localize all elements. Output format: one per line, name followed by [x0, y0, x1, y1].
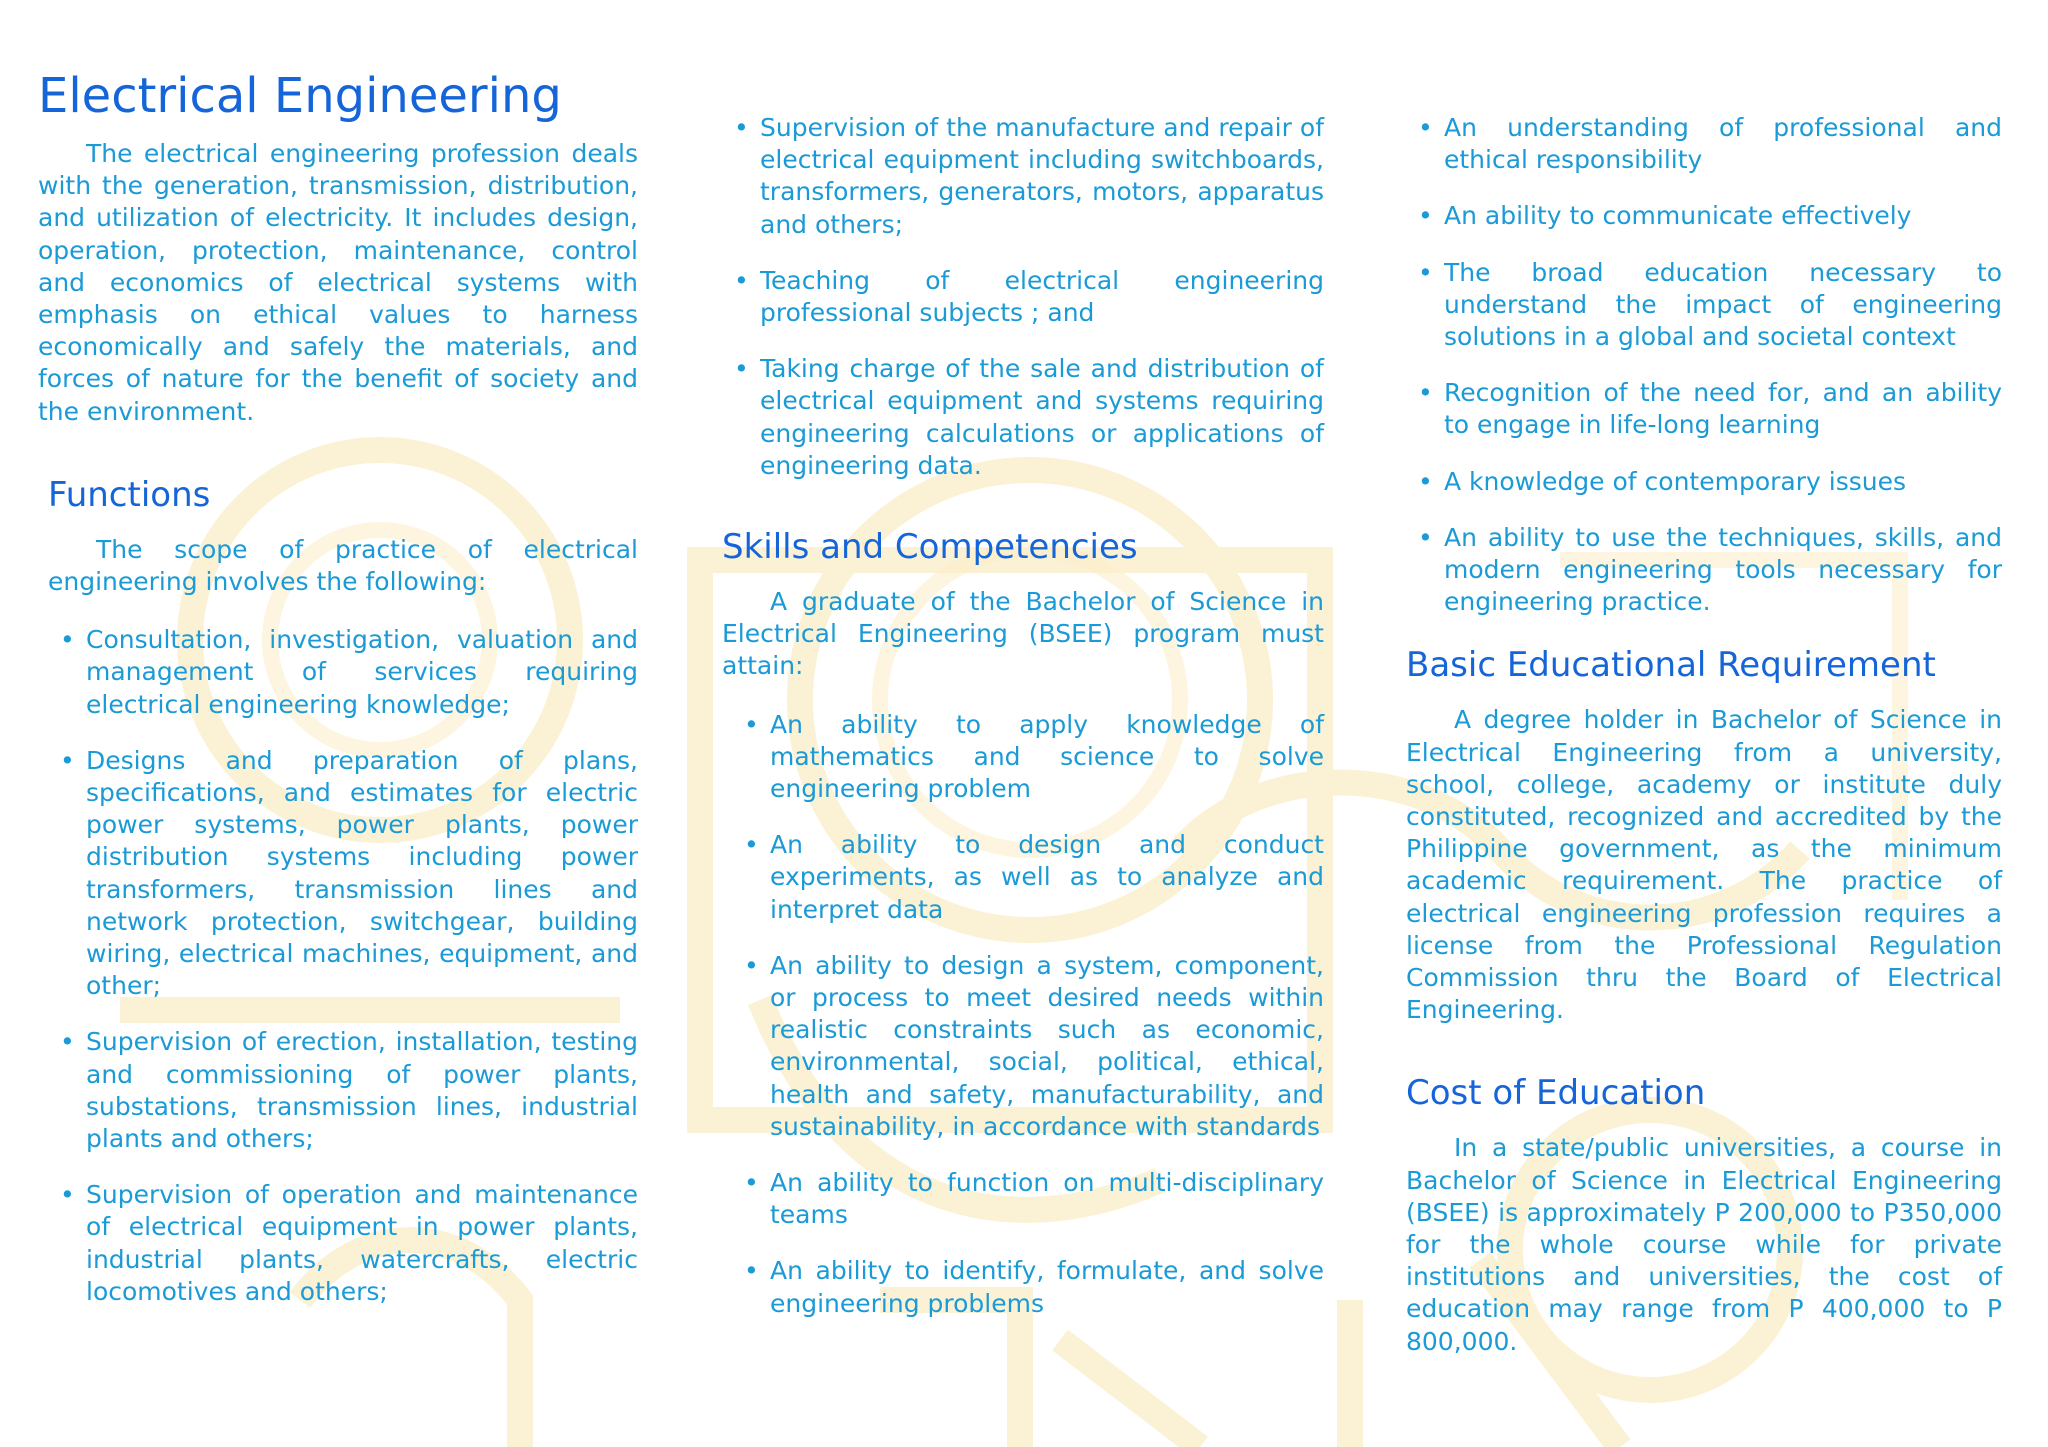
- functions-intro: The scope of practice of electrical engineering involves the following:: [48, 534, 638, 597]
- list-item: • Consultation, investigation, valuation and management of services requiring electrical engineering knowledge;: [60, 625, 638, 719]
- bullet-icon: •: [744, 709, 759, 739]
- functions-heading: Functions: [48, 474, 211, 515]
- bullet-icon: •: [1418, 466, 1433, 496]
- bullet-icon: •: [734, 113, 749, 142]
- list-item: • An understanding of professional and ethical responsibility: [1418, 113, 2002, 175]
- list-item: • The broad education necessary to understand the impact of engineering solutions in a global and societal context: [1418, 257, 2002, 352]
- bullet-icon: •: [60, 625, 75, 655]
- functions-list: [48, 624, 638, 1308]
- column-middle: [722, 112, 1324, 1344]
- list-item: • Designs and preparation of plans, specifications, and estimates for electric power systems, power plants, power distribution systems including power transformers, transmission lines and network protection, switchgear, building wiring, electrical machines, equipment, and other;: [60, 745, 638, 1001]
- cost-heading: Cost of Education: [1406, 1073, 1706, 1114]
- skills-heading: Skills and Competencies: [722, 527, 1138, 568]
- skills-list: [732, 709, 1324, 1320]
- bullet-icon: •: [60, 745, 75, 775]
- list-item: • A knowledge of contemporary issues: [1406, 466, 2002, 498]
- bullet-icon: •: [1418, 201, 1433, 231]
- bullet-icon: •: [1418, 378, 1433, 408]
- list-item: • An ability to identify, formulate, and solve engineering problems: [744, 1256, 1324, 1318]
- list-item: • An ability to design and conduct experiments, as well as to analyze and interpret data: [744, 830, 1324, 924]
- list-item: • An ability to design a system, component, or process to meet desired needs within realistic constraints such as economic, environmental, social, political, ethical, health and safety, manufacturability, and sustainability, in accordance with standards: [744, 950, 1324, 1141]
- functions-list-continued: [722, 112, 1324, 482]
- bullet-icon: •: [734, 265, 749, 295]
- list-item: • Taking charge of the sale and distribution of electrical equipment and systems requiring engineering calculations or applications of engineering data.: [734, 354, 1324, 480]
- list-item: • An ability to function on multi-disciplinary teams: [744, 1168, 1324, 1230]
- list-item: • An ability to apply knowledge of mathematics and science to solve engineering problem: [744, 709, 1324, 804]
- bullet-icon: •: [1418, 257, 1433, 287]
- education-paragraph: A degree holder in Bachelor of Science in Electrical Engineering from a university, school, college, academy or institute duly constituted, recognized and accredited by the Philippine government, as the minimum academic requirement. The practice of electrical engineering profession requires a license from the Professional Regulation Commission thru the Board of Electrical Engineering.: [1406, 705, 2002, 1025]
- list-item: • An ability to use the techniques, skills, and modern engineering tools necessary for engineering practice.: [1418, 522, 2002, 617]
- bullet-icon: •: [60, 1027, 75, 1057]
- education-heading: Basic Educational Requirement: [1406, 645, 1936, 686]
- list-item: • Supervision of erection, installation, testing and commissioning of power plants, substations, transmission lines, industrial plants and others;: [60, 1027, 638, 1154]
- column-left: [38, 66, 638, 1332]
- bullet-icon: •: [744, 950, 759, 980]
- list-item: • Teaching of electrical engineering professional subjects ; and: [734, 265, 1324, 328]
- bullet-icon: •: [744, 1256, 759, 1286]
- skills-intro: A graduate of the Bachelor of Science in Electrical Engineering (BSEE) program must attain:: [722, 587, 1324, 681]
- list-item: • Supervision of the manufacture and repair of electrical equipment including switchboards, transformers, generators, motors, apparatus and others;: [734, 113, 1324, 239]
- bullet-icon: •: [1418, 522, 1433, 552]
- column-right: [1406, 112, 2002, 1358]
- list-item: • Recognition of the need for, and an ability to engage in life-long learning: [1418, 378, 2002, 440]
- page-title: Electrical Engineering: [38, 68, 562, 124]
- cost-paragraph: In a state/public universities, a course in Bachelor of Science in Electrical Engineering (BSEE) is approximately P 200,000 to P350,000 for the whole course while for private institutions and universities, the cost of education may range from P 400,000 to P 800,000.: [1406, 1133, 2002, 1356]
- bullet-icon: •: [744, 1168, 759, 1198]
- list-item: • Supervision of operation and maintenance of electrical equipment in power plants, industrial plants, watercrafts, electric locomotives and others;: [60, 1180, 638, 1306]
- bullet-icon: •: [734, 354, 749, 384]
- bullet-icon: •: [60, 1180, 75, 1210]
- intro-paragraph: The electrical engineering profession deals with the generation, transmission, distribution, and utilization of electricity. It includes design, operation, protection, maintenance, control and economics of electrical systems with emphasis on ethical values to harness economically and safely the materials, and forces of nature for the benefit of society and the environment.: [38, 139, 638, 426]
- list-item: • An ability to communicate effectively: [1406, 200, 2002, 232]
- skills-list-continued: [1406, 112, 2002, 618]
- bullet-icon: •: [744, 830, 759, 860]
- bullet-icon: •: [1418, 113, 1433, 142]
